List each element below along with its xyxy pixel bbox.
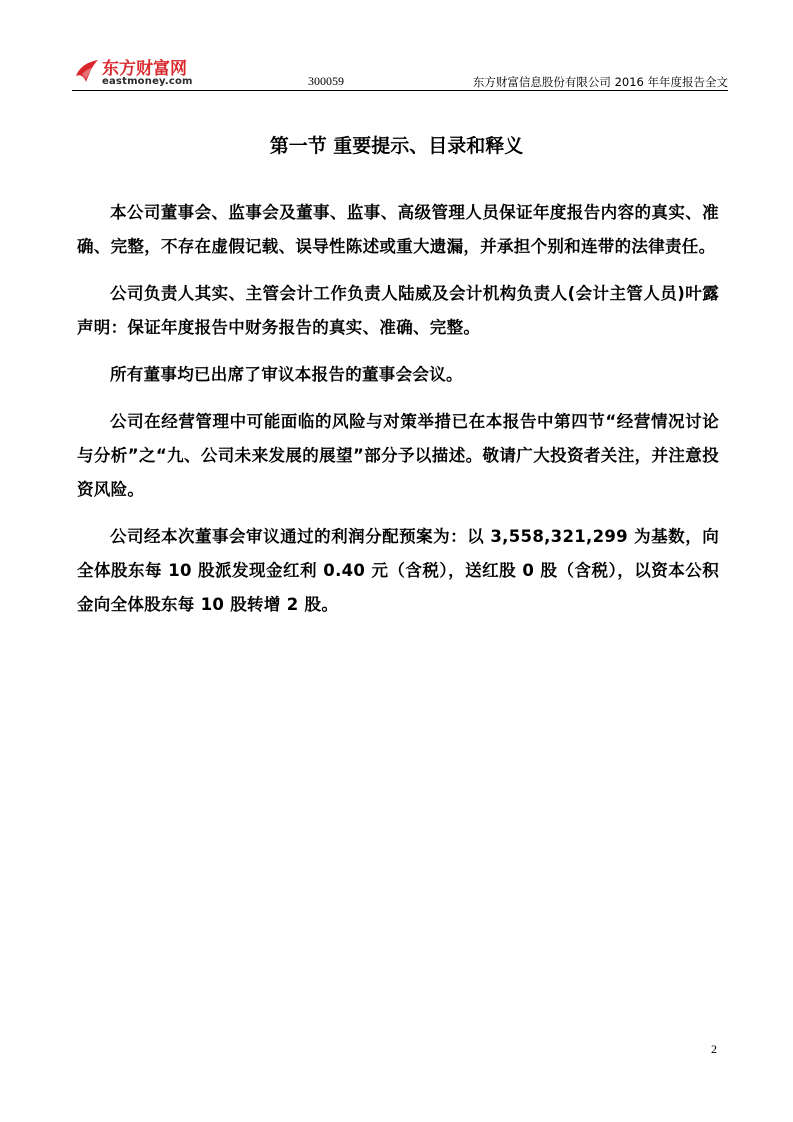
section-title: 第一节 重要提示、目录和释义 xyxy=(269,135,524,157)
logo-chinese-text: 东方财富网 xyxy=(102,59,187,79)
eastmoney-logo xyxy=(72,50,212,90)
paragraph-attendance: 所有董事均已出席了审议本报告的董事会会议。 xyxy=(110,365,463,384)
header-divider xyxy=(72,90,728,91)
report-title: 东方财富信息股份有限公司 2016 年年度报告全文 xyxy=(472,75,728,89)
paragraph-risk: 公司在经营管理中可能面临的风险与对策举措已在本报告中第四节“经营情况讨论与分析”之“九、公司未来发展的展望”部分予以描述。敬请广大投资者关注，并注意投资风险。 xyxy=(77,412,719,499)
paragraph-responsibility: 本公司董事会、监事会及董事、监事、高级管理人员保证年度报告内容的真实、准确、完整，不存在虚假记载、误导性陈述或重大遗漏，并承担个别和连带的法律责任。 xyxy=(77,203,719,256)
logo-english-text: eastmoney.com xyxy=(102,76,193,87)
main-content xyxy=(77,196,719,635)
paragraph-profit-distribution: 公司经本次董事会审议通过的利润分配预案为：以 3,558,321,299 为基数，向全体股东每 10 股派发现金红利 0.40 元（含税），送红股 0 股（含税），以资本公积金向全体股东每 10 股转增 2 股。 xyxy=(77,527,719,614)
stock-code: 300059 xyxy=(308,74,344,88)
eastmoney-logo-icon xyxy=(72,56,102,86)
page-number: 2 xyxy=(711,1042,717,1056)
page-header xyxy=(72,50,728,92)
paragraph-declaration: 公司负责人其实、主管会计工作负责人陆威及会计机构负责人(会计主管人员)叶露声明：保证年度报告中财务报告的真实、准确、完整。 xyxy=(77,284,719,337)
